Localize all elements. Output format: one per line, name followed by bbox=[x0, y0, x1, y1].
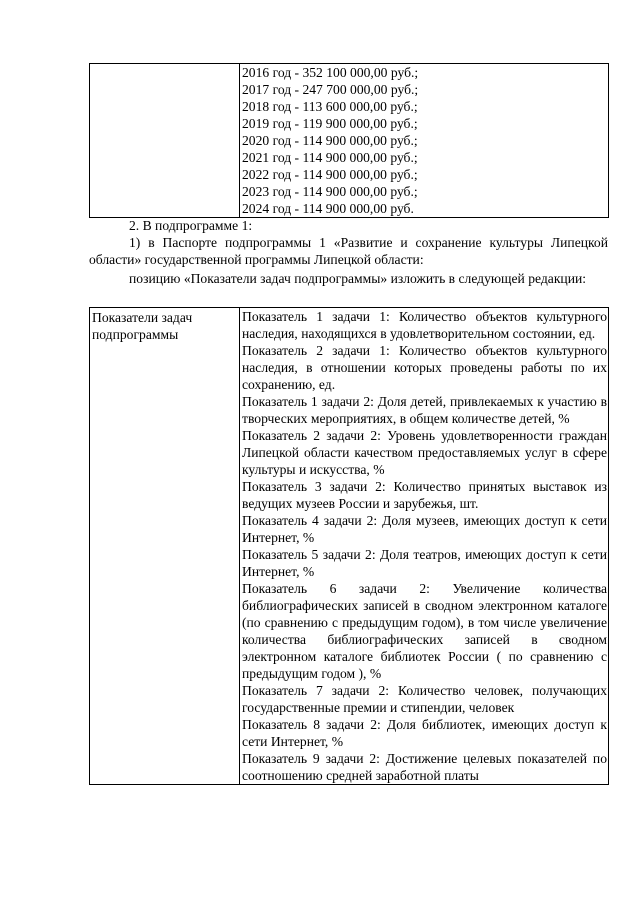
indicator-item: Показатель 2 задачи 2: Уровень удовлетворенности граждан Липецкой области качеством предоставляемых услуг в сфере культуры и искусства, % bbox=[242, 428, 607, 477]
subprogram-paragraph: 2. В подпрограмме 1: bbox=[129, 218, 253, 233]
indicators-table bbox=[89, 307, 609, 785]
funding-year-line: 2020 год - 114 900 000,00 руб.; bbox=[242, 133, 418, 148]
indicator-item: Показатель 4 задачи 2: Доля музеев, имеющих доступ к сети Интернет, % bbox=[242, 513, 607, 545]
passport-paragraph: 1) в Паспорте подпрограммы 1 «Развитие и сохранение культуры Липецкой области» государственной программы Липецкой области: bbox=[89, 235, 608, 267]
funding-year-line: 2017 год - 247 700 000,00 руб.; bbox=[242, 82, 419, 97]
indicator-item: Показатель 1 задачи 1: Количество объектов культурного наследия, находящихся в удовлетворительном состоянии, ед. bbox=[242, 309, 607, 341]
indicator-item: Показатель 5 задачи 2: Доля театров, имеющих доступ к сети Интернет, % bbox=[242, 547, 607, 579]
funding-year-line: 2016 год - 352 100 000,00 руб.; bbox=[242, 65, 419, 80]
indicator-item: Показатель 9 задачи 2: Достижение целевых показателей по соотношению средней заработной платы bbox=[242, 751, 607, 783]
funding-year-line: 2024 год - 114 900 000,00 руб. bbox=[242, 201, 414, 216]
funding-table-empty-cell bbox=[90, 64, 240, 218]
funding-years-cell bbox=[240, 64, 609, 218]
funding-year-line: 2019 год - 119 900 000,00 руб.; bbox=[242, 116, 418, 131]
indicators-label-cell: Показатели задач подпрограммы bbox=[90, 308, 240, 785]
indicator-item: Показатель 2 задачи 1: Количество объектов культурного наследия, в отношении которых проведены работы по их сохранению, ед. bbox=[242, 343, 607, 392]
indicator-item: Показатель 7 задачи 2: Количество человек, получающих государственные премии и стипендии, человек bbox=[242, 683, 607, 715]
funding-year-line: 2021 год - 114 900 000,00 руб.; bbox=[242, 150, 418, 165]
indicator-item: Показатель 3 задачи 2: Количество принятых выставок из ведущих музеев России и зарубежья, шт. bbox=[242, 479, 607, 511]
funding-year-line: 2018 год - 113 600 000,00 руб.; bbox=[242, 99, 418, 114]
funding-year-line: 2023 год - 114 900 000,00 руб.; bbox=[242, 184, 418, 199]
funding-year-line: 2022 год - 114 900 000,00 руб.; bbox=[242, 167, 418, 182]
indicator-item: Показатель 8 задачи 2: Доля библиотек, имеющих доступ к сети Интернет, % bbox=[242, 717, 607, 749]
funding-table bbox=[89, 63, 609, 218]
redaction-paragraph: позицию «Показатели задач подпрограммы» изложить в следующей редакции: bbox=[129, 271, 587, 286]
indicator-item: Показатель 1 задачи 2: Доля детей, привлекаемых к участию в творческих мероприятиях, в общем количестве детей, % bbox=[242, 394, 607, 426]
indicator-item: Показатель 6 задачи 2: Увеличение количества библиографических записей в сводном электронном каталоге (по сравнению с предыдущим годом), в том числе увеличение количества библиографических записей в сводном электронном каталоге библиотек России ( по сравнению с предыдущим годом ), % bbox=[242, 581, 607, 681]
indicators-list-cell bbox=[240, 308, 609, 785]
